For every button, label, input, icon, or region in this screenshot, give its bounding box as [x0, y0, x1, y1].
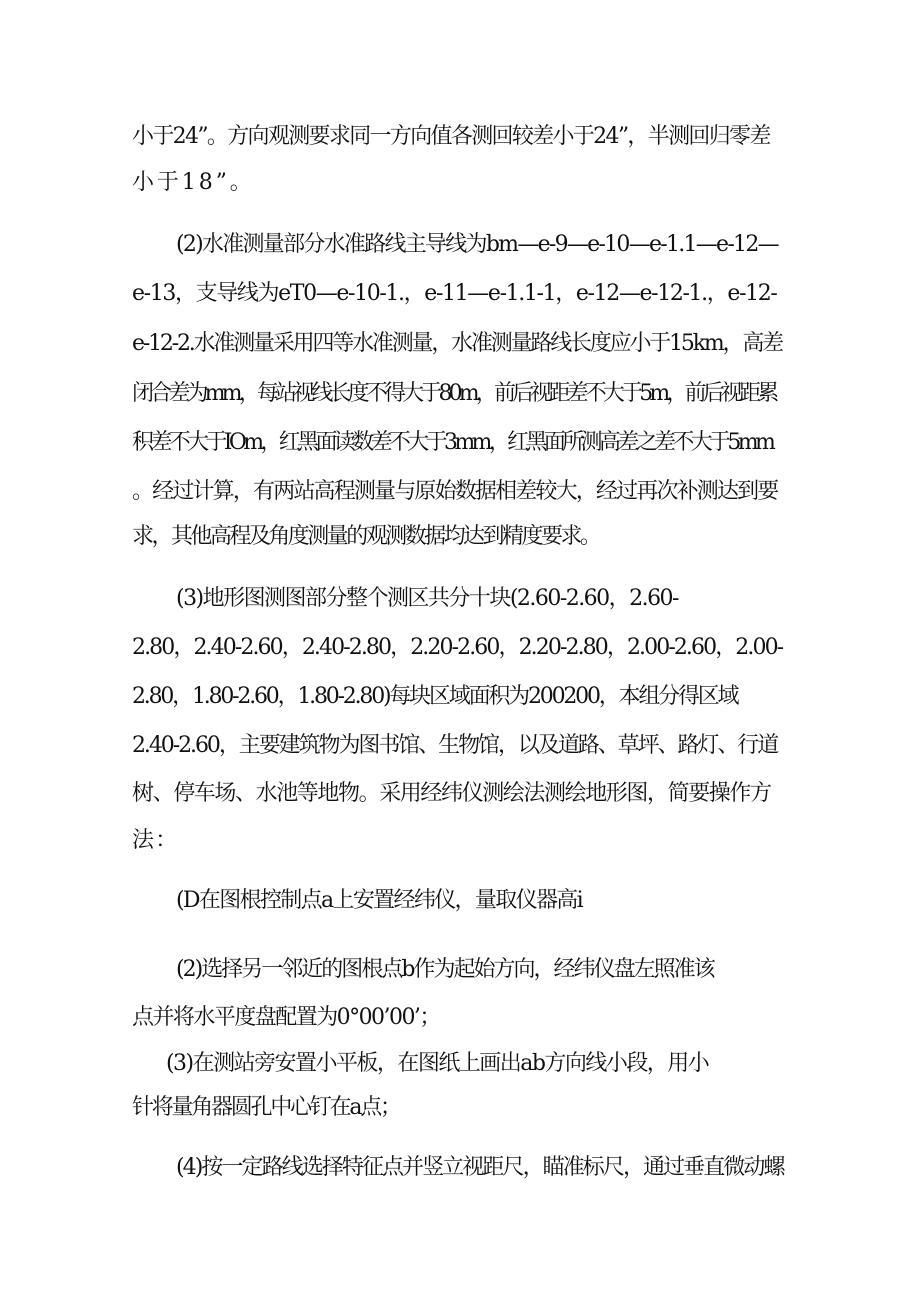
text-line-21: (4)按一定路线选择特征点并竖立视距尺，瞄准标尺，通过垂直微动螺	[176, 1155, 784, 1180]
text-line-8: 。经过计算，有两站高程测量与原始数据相差较大，经过再次补测达到要	[132, 479, 778, 504]
text-line-18: 点并将水平度盘配置为0°00’00’；	[132, 1005, 440, 1030]
text-line-1: 小于24”。方向观测要求同一方向值各测回较差小于24”，半测回归零差	[132, 124, 770, 149]
text-line-9: 求，其他高程及角度测量的观测数据均达到精度要求。	[132, 524, 600, 549]
text-line-5: e-12-2.水准测量采用四等水准测量，水准测量路线长度应小于15km，高差	[132, 331, 782, 356]
text-line-10: (3)地形图测图部分整个测区共分十块(2.60-2.60，2.60-	[176, 586, 678, 611]
text-line-19: (3)在测站旁安置小平板，在图纸上画出ab方向线小段，用小	[166, 1051, 709, 1076]
text-line-17: (2)选择另一邻近的图根点b作为起始方向，经纬仪盘左照准该	[176, 957, 714, 982]
text-line-14: 树、停车场、水池等地物。采用经纬仪测绘法测绘地形图，简要操作方	[132, 781, 771, 806]
text-line-7: 积差不大于IOm，红黑面读数差不大于3mm，红黑面所测高差之差不大于5mm	[132, 430, 773, 455]
text-line-4: e-13，支导线为eT0—e-10-1.，e-11—e-1.1-1，e-12—e-12-1.，e-12-	[132, 281, 777, 306]
text-line-11: 2.80，2.40-2.60，2.40-2.80，2.20-2.60，2.20-2.80，2.00-2.60，2.00-	[132, 635, 783, 660]
text-line-15: 法：	[132, 828, 179, 853]
text-line-2: 小于18”。	[132, 170, 255, 195]
text-line-13: 2.40-2.60，主要建筑物为图书馆、生物馆，以及道路、草坪、路灯、行道	[132, 733, 778, 758]
text-line-12: 2.80，1.80-2.60，1.80-2.80)每块区域面积为200200，本组分得区域	[132, 684, 738, 709]
text-line-3: (2)水准测量部分水准路线主导线为bm—e-9—e-10—e-1.1—e-12—	[176, 232, 778, 257]
text-line-6: 闭合差为mm，每站视线长度不得大于80m，前后视距差不大于5m，前后视距累	[132, 381, 776, 406]
text-line-16: (D在图根控制点a上安置经纬仪，量取仪器高i	[176, 888, 583, 913]
text-line-20: 针将量角器圆孔中心钉在a点；	[132, 1095, 400, 1120]
